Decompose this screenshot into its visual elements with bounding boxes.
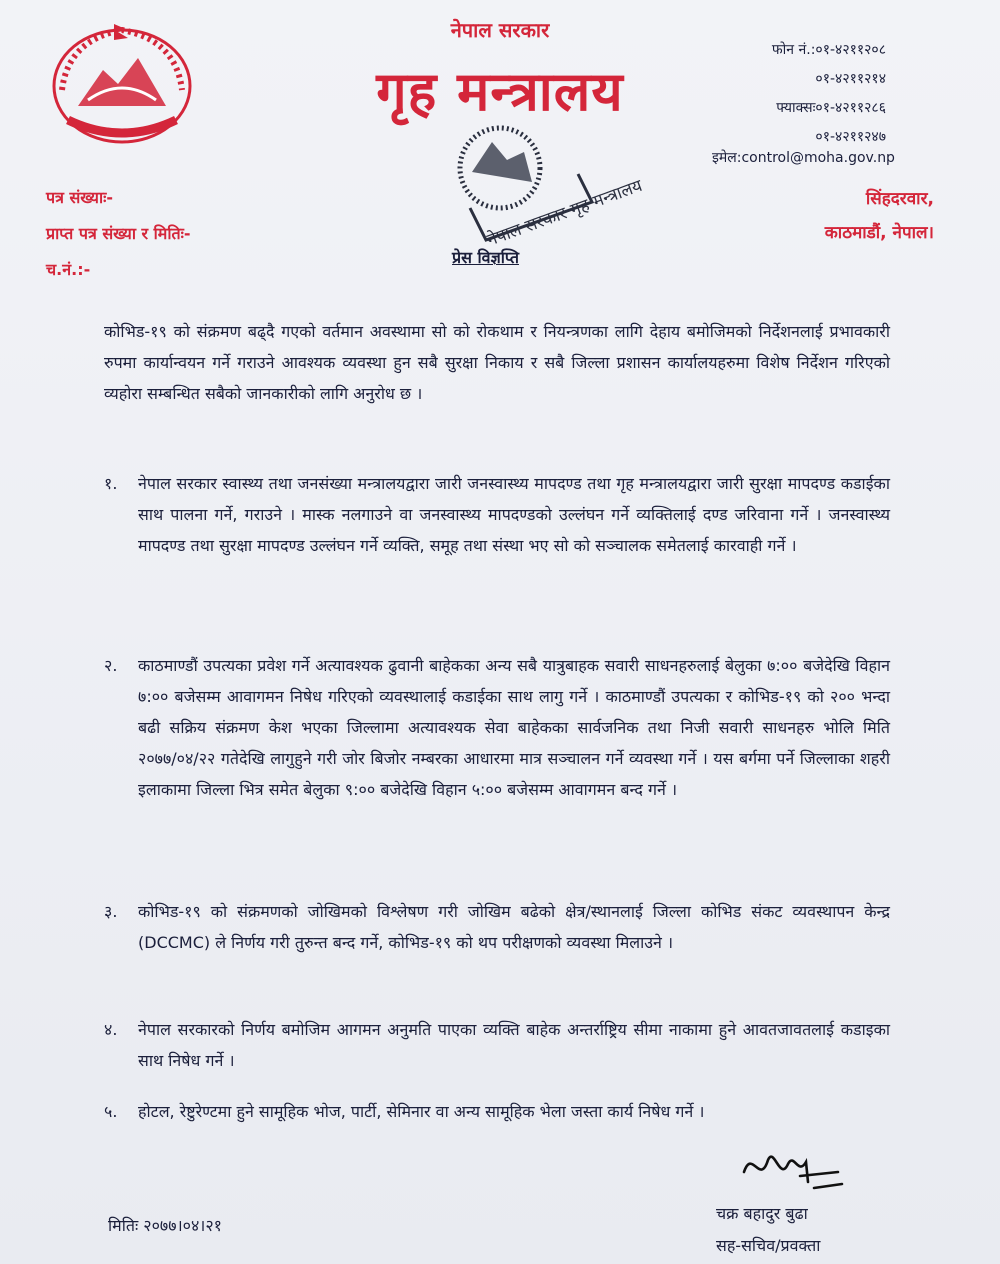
contact-number: ०१-४२११२१४ [815, 71, 886, 87]
contact-block [772, 36, 886, 152]
ministry-seal-icon [452, 112, 646, 262]
item-text: होटल, रेष्टुरेण्टमा हुने सामूहिक भोज, पार्टी, सेमिनार वा अन्य सामूहिक भेला जस्ता कार्य निषेध गर्ने । [138, 1102, 705, 1121]
item-text: नेपाल सरकारको निर्णय बमोजिम आगमन अनुमति पाएका व्यक्ति बाहेक अन्तर्राष्ट्रिय सीमा नाकामा हुने आवतजावतलाई कडाइका साथ निषेध गर्ने । [138, 1020, 890, 1070]
item-text: काठमाण्डौं उपत्यका प्रवेश गर्ने अत्यावश्यक ढुवानी बाहेकका अन्य सबै यात्रुबाहक सवारी साधनहरुलाई बेलुका ७:०० बजेदेखि विहान ७:०० बजेसम्म आवागमन निषेध गरिएको व्यवस्थालाई कडाईका साथ लागु गर्ने । काठमाण्डौं उपत्यका र कोभिड-१९ को २०० भन्दा बढी सक्रिय संक्रमण केश भएका जिल्लामा अत्यावश्यक सेवा बाहेकका सार्वजनिक तथा निजी सवारी साधनहरु भोलि मिति २०७७/०४/२२ गतेदेखि लागुहुने गरी जोर बिजोर नम्बरका आधारमा मात्र सञ्चालन गर्ने व्यवस्था गर्ने । यस बर्गमा पर्ने जिल्लाका शहरी इलाकामा जिल्ला भित्र समेत बेलुका ९:०० बजेदेखि विहान ५:०० बजेसम्म आवागमन बन्द गर्ने । [138, 656, 890, 799]
address-line: काठमाडौं, नेपाल। [824, 223, 934, 243]
email-address: इमेल:control@moha.gov.np [712, 150, 895, 166]
contact-label: फ्याक्सः [776, 100, 816, 116]
fax-row [772, 94, 886, 123]
list-item [104, 650, 890, 805]
letter-number-label: पत्र संख्याः- [46, 188, 113, 207]
signatory-designation: सह-सचिव/प्रवक्ता [716, 1236, 821, 1255]
government-heading: नेपाल सरकार [450, 18, 550, 42]
item-number: २. [104, 656, 118, 675]
item-number: ५. [104, 1102, 118, 1121]
item-text: कोभिड-१९ को संक्रमणको जोखिमको विश्लेषण गरी जोखिम बढेको क्षेत्र/स्थानलाई जिल्ला कोभिड संकट व्यवस्थापन केन्द्र (DCCMC) ले निर्णय गरी तुरुन्त बन्द गर्ने, कोभिड-१९ को थप परीक्षणको व्यवस्था मिलाउने । [138, 902, 890, 952]
press-release-title: प्रेस विज्ञप्ति [452, 248, 519, 267]
intro-paragraph: कोभिड-१९ को संक्रमण बढ्दै गएको वर्तमान अवस्थामा सो को रोकथाम र नियन्त्रणका लागि देहाय बमोजिमको निर्देशनलाई प्रभावकारी रुपमा कार्यान्वयन गर्ने गराउने आवश्यक व्यवस्था हुन सबै सुरक्षा निकाय र सबै जिल्ला प्रशासन कार्यालयहरुमा विशेष निर्देशन गरिएको व्यहोरा सम्बन्धित सबैको जानकारीको लागि अनुरोध छ । [104, 322, 890, 403]
item-number: ४. [104, 1020, 118, 1039]
item-number: १. [104, 474, 118, 493]
ministry-title: गृह मन्त्रालय [376, 60, 624, 123]
list-item [104, 1014, 890, 1076]
dispatch-number-label: च.नं.:- [46, 260, 91, 279]
phone-row [772, 65, 886, 94]
item-text: नेपाल सरकार स्वास्थ्य तथा जनसंख्या मन्त्रालयद्वारा जारी जनस्वास्थ्य मापदण्ड तथा गृह मन्त्रालयद्वारा जारी सुरक्षा मापदण्ड कडाईका साथ पालना गर्ने, गराउने । मास्क नलगाउने वा जनस्वास्थ्य मापदण्डको उल्लंघन गर्ने व्यक्तिलाई दण्ड जरिवाना गर्ने । जनस्वास्थ्य मापदण्ड तथा सुरक्षा मापदण्ड उल्लंघन गर्ने व्यक्ति, समूह तथा संस्था भए सो को सञ्चालक समेतलाई कारवाही गर्ने । [138, 474, 890, 555]
signatory-name: चक्र बहादुर बुढा [716, 1204, 808, 1223]
contact-number: ०१-४२११२८६ [815, 100, 886, 116]
address-line: सिंहदरवार, [865, 189, 934, 209]
phone-row [772, 36, 886, 65]
list-item [104, 1096, 890, 1127]
contact-label: फोन नं.: [771, 42, 816, 58]
list-item [104, 468, 890, 561]
contact-number: ०१-४२११२०८ [815, 42, 886, 58]
item-number: ३. [104, 902, 118, 921]
list-item [104, 896, 890, 958]
office-address [825, 182, 934, 250]
contact-number: ०१-४२११२४७ [815, 129, 886, 145]
seal-text: नेपाल सरकार गृह मन्त्रालय [484, 175, 646, 251]
signatory-block [716, 1198, 820, 1262]
reference-fields [46, 180, 191, 288]
signature-icon [738, 1142, 848, 1200]
received-letter-label: प्राप्त पत्र संख्या र मितिः- [46, 224, 191, 243]
issue-date: मितिः २०७७।०४।२१ [108, 1216, 222, 1235]
